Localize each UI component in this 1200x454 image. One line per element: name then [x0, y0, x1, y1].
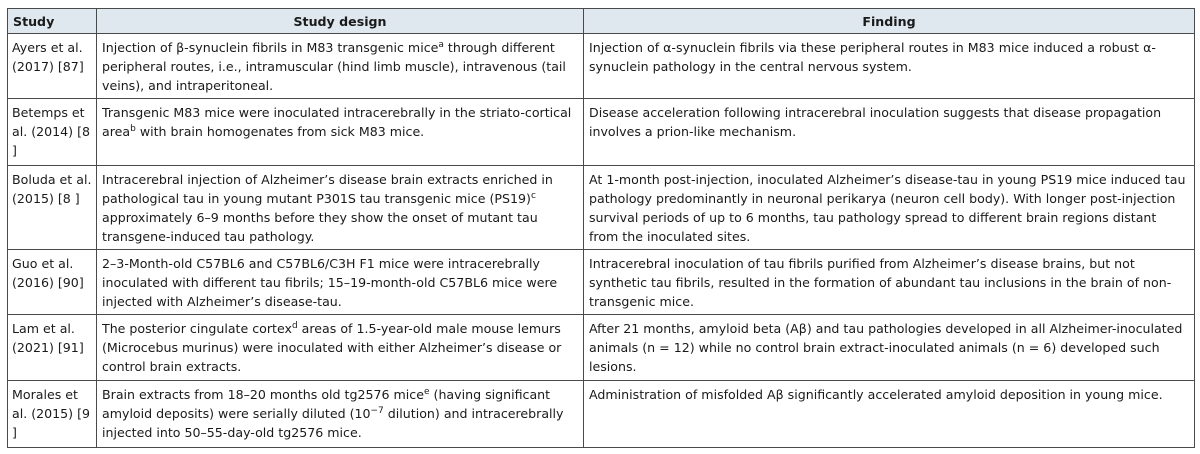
exponent: −7 — [370, 405, 384, 416]
finding-cell: At 1-month post-injection, inoculated Alzheimer’s disease-tau in young PS19 mice induced tau pathology predominantly in neuronal perikarya (neuron cell body). With longer post-injection survival periods of up to 6 months, tau pathology spread to different brain regions distant from the inoculated sites. — [584, 166, 1195, 250]
design-text: with brain homogenates from sick M83 mice. — [135, 124, 425, 139]
table-row — [8, 250, 1195, 315]
design-cell — [97, 99, 584, 166]
header-row — [8, 9, 1195, 34]
design-text: dilution) and intracerebrally injected into 50–55-day-old tg2576 mice. — [102, 406, 564, 440]
finding-cell: Injection of α-synuclein fibrils via these peripheral routes in M83 mice induced a robust α-synuclein pathology in the central nervous system. — [584, 34, 1195, 99]
finding-cell: Intracerebral inoculation of tau fibrils purified from Alzheimer’s disease brains, but not synthetic tau fibrils, resulted in the formation of abundant tau inclusions in the brain of non-transgenic mice. — [584, 250, 1195, 315]
table-row — [8, 381, 1195, 448]
design-text: Injection of β-synuclein fibrils in M83 transgenic mice — [102, 40, 439, 55]
design-text: areas of 1.5-year-old male mouse lemurs (Microcebus murinus) were inoculated with either Alzheimer’s disease or control brain extracts. — [102, 321, 562, 374]
design-cell — [97, 250, 584, 315]
header-study: Study — [8, 9, 97, 34]
design-cell — [97, 34, 584, 99]
study-cell: Lam et al. (2021) [91] — [8, 315, 97, 381]
study-cell: Morales et al. (2015) [9 ] — [8, 381, 97, 448]
design-text: 2–3-Month-old C57BL6 and C57BL6/C3H F1 mice were intracerebrally inoculated with different tau fibrils; 15–19-month-old C57BL6 mice were injected with Alzheimer’s disease-tau. — [102, 256, 558, 309]
header-study-design: Study design — [97, 9, 584, 34]
design-text: Intracerebral injection of Alzheimer’s disease brain extracts enriched in pathological tau in young mutant P301S tau transgenic mice (PS19) — [102, 172, 553, 206]
design-text: Transgenic M83 mice were inoculated intracerebrally in the striato-cortical area — [102, 105, 572, 139]
study-cell: Betemps et al. (2014) [8 ] — [8, 99, 97, 166]
finding-cell: After 21 months, amyloid beta (Aβ) and tau pathologies developed in all Alzheimer-inoculated animals (n = 12) while no control brain extract-inoculated animals (n = 6) developed such lesions. — [584, 315, 1195, 381]
footnote-marker: d — [291, 320, 298, 331]
design-text: through different peripheral routes, i.e., intramuscular (hind limb muscle), intravenous (tail veins), and intraperitoneal. — [102, 40, 566, 93]
study-cell: Guo et al. (2016) [90] — [8, 250, 97, 315]
design-text: approximately 6–9 months before they show the onset of mutant tau transgene-induced tau pathology. — [102, 210, 538, 244]
table-row — [8, 99, 1195, 166]
design-text: Brain extracts from 18–20 months old tg2576 mice — [102, 387, 424, 402]
design-cell — [97, 166, 584, 250]
table-row — [8, 315, 1195, 381]
studies-table — [7, 8, 1195, 448]
design-cell — [97, 381, 584, 448]
study-cell: Boluda et al. (2015) [8 ] — [8, 166, 97, 250]
table-row — [8, 166, 1195, 250]
finding-cell: Administration of misfolded Aβ significantly accelerated amyloid deposition in young mice. — [584, 381, 1195, 448]
design-text: (having significant amyloid deposits) were serially diluted (10 — [102, 387, 551, 421]
finding-cell: Disease acceleration following intracerebral inoculation suggests that disease propagation involves a prion-like mechanism. — [584, 99, 1195, 166]
footnote-marker: e — [423, 386, 430, 397]
design-text: The posterior cingulate cortex — [102, 321, 292, 336]
table-row — [8, 34, 1195, 99]
header-finding: Finding — [584, 9, 1195, 34]
footnote-marker: a — [438, 39, 444, 50]
footnote-marker: c — [530, 190, 536, 201]
design-cell — [97, 315, 584, 381]
footnote-marker: b — [130, 123, 136, 134]
study-cell: Ayers et al. (2017) [87] — [8, 34, 97, 99]
